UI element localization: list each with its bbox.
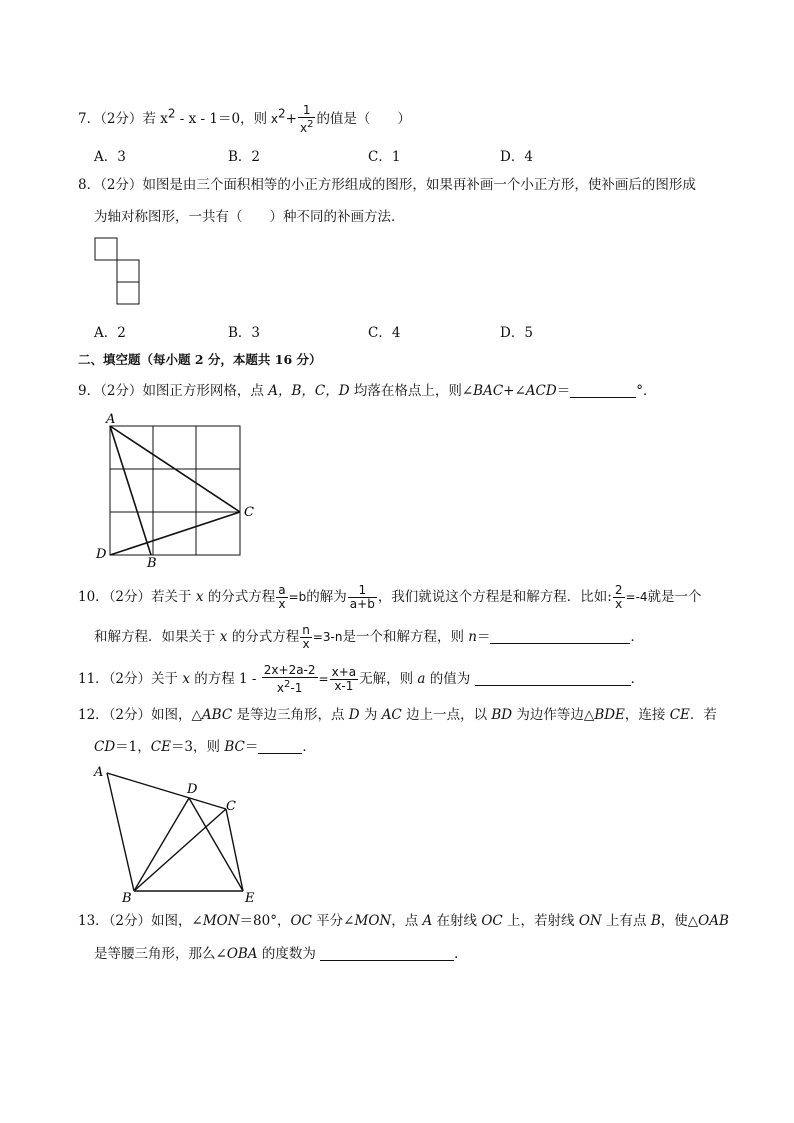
q7-points: （2分） — [100, 111, 143, 127]
q12-points: （2分） — [108, 707, 152, 723]
q10-fraction-1: $\frac{a}{x}$ — [278, 583, 286, 611]
q9-line: 9．（2分）如图正方形网格，点 A，B，C，D 均落在格点上，则∠BAC+∠ACD＝ °． — [78, 383, 657, 399]
q10-fraction-3: $\frac{2}{x}$ — [614, 583, 623, 611]
q13-points: （2分） — [108, 913, 152, 929]
q7-text-post: 的值是（ ） — [316, 111, 411, 127]
q9-figure — [92, 410, 262, 570]
q7-option-d[interactable]: D．4 — [500, 149, 533, 165]
q8-points: （2分） — [100, 177, 143, 193]
q8-text: 如图是由三个面积相等的小正方形组成的图形，如果再补画一个小正方形，使补画后的图形成 — [142, 177, 696, 193]
q10-fraction-4: $\frac{n}{x}$ — [302, 623, 310, 651]
q7-sup: 2 — [167, 106, 176, 121]
q13-number: 13． — [78, 913, 109, 929]
q10-points: （2分） — [108, 589, 152, 605]
q12-line1: 12．（2分）如图，△ABC 是等边三角形，点 D 为 AC 边上一点，以 BD 为边作等边△BDE，连接 CE．若 — [78, 707, 717, 723]
q10-answer-blank[interactable] — [490, 629, 630, 644]
q10-line2: 和解方程．如果关于 x 的分式方程 $\frac{n}{x}$ =3-n是一个和解方程，则 n＝ ． — [94, 623, 644, 651]
q12-label-e: E — [245, 891, 255, 906]
q8-option-b[interactable]: B．3 — [228, 325, 261, 341]
q8-line1 — [78, 176, 696, 194]
q12-label-c: C — [226, 799, 236, 814]
q7-option-a[interactable]: A．3 — [94, 149, 126, 165]
q8-square-2 — [117, 260, 139, 282]
q11-number: 11． — [78, 671, 109, 687]
q8-option-c[interactable]: C．4 — [368, 325, 401, 341]
q7-option-b[interactable]: B．2 — [228, 149, 261, 165]
q9-label-b: B — [147, 556, 157, 570]
q9-answer-blank[interactable] — [570, 383, 636, 398]
q7-text-mid: - x - 1＝0，则 — [175, 111, 268, 127]
q7-text: 若 x — [142, 111, 168, 127]
q7-x2: x — [267, 112, 278, 126]
q9-number: 9． — [78, 383, 101, 399]
q11-fraction-1: $\frac{2x+2a-2}{x^2-1}$ — [263, 663, 316, 695]
q8-line2: 为轴对称图形，一共有（ ）种不同的补画方法． — [94, 209, 405, 225]
q12-label-b: B — [122, 891, 132, 906]
q11-points: （2分） — [108, 671, 152, 687]
q8-square-3 — [117, 282, 139, 304]
q11-answer-blank[interactable] — [475, 671, 631, 686]
q12-line2: CD＝1，CE＝3，则 BC＝ ． — [94, 739, 316, 755]
q7-option-c[interactable]: C．1 — [368, 149, 401, 165]
q7-fraction: $\frac{1}{x^2}$ — [299, 103, 314, 135]
q13-line1: 13．（2分）如图，∠MON＝80°，OC 平分∠MON，点 A 在射线 OC 上，若射线 ON 上有点 B，使△OAB — [78, 913, 729, 929]
section-title: 二、填空题（每小题 2 分，本题共 16 分） — [78, 352, 322, 367]
q9-label-c: C — [244, 505, 254, 520]
q9-label-a: A — [106, 412, 116, 427]
q7-sup2: 2 — [278, 106, 286, 121]
q9-points: （2分） — [100, 383, 143, 399]
q7-plus: + — [285, 111, 297, 127]
q12-label-d: D — [187, 782, 198, 797]
q12-number: 12． — [78, 707, 109, 723]
q8-option-a[interactable]: A．2 — [94, 325, 126, 341]
q12-answer-blank[interactable] — [258, 739, 302, 754]
q11-fraction-2: $\frac{x+a}{x-1}$ — [331, 665, 357, 693]
q13-answer-blank[interactable] — [320, 946, 454, 961]
q12-label-a: A — [94, 765, 104, 780]
q8-square-1 — [95, 238, 117, 260]
q7-number: 7． — [78, 111, 101, 127]
q9-label-d: D — [96, 547, 107, 562]
q10-line1: 10．（2分）若关于 x 的分式方程 $\frac{a}{x}$ =b的解为 $\frac{1}{a+b}$ ，我们就说这个方程是和解方程．比如: $\frac{2}{x}$ =-4就是一个 — [78, 583, 702, 611]
q8-option-d[interactable]: D．5 — [500, 325, 533, 341]
q12-figure — [88, 762, 268, 906]
q11-line: 11．（2分）关于 x 的方程 1 - $\frac{2x+2a-2}{x^2-1}$ = $\frac{x+a}{x-1}$ 无解，则 a 的值为 ． — [78, 663, 645, 695]
q10-fraction-2: $\frac{1}{a+b}$ — [349, 583, 375, 611]
q10-number: 10． — [78, 589, 109, 605]
q8-number: 8． — [78, 177, 101, 193]
q13-line2: 是等腰三角形，那么∠OBA 的度数为 ． — [94, 946, 468, 962]
q8-figure — [94, 237, 142, 307]
q7-line — [78, 104, 411, 135]
